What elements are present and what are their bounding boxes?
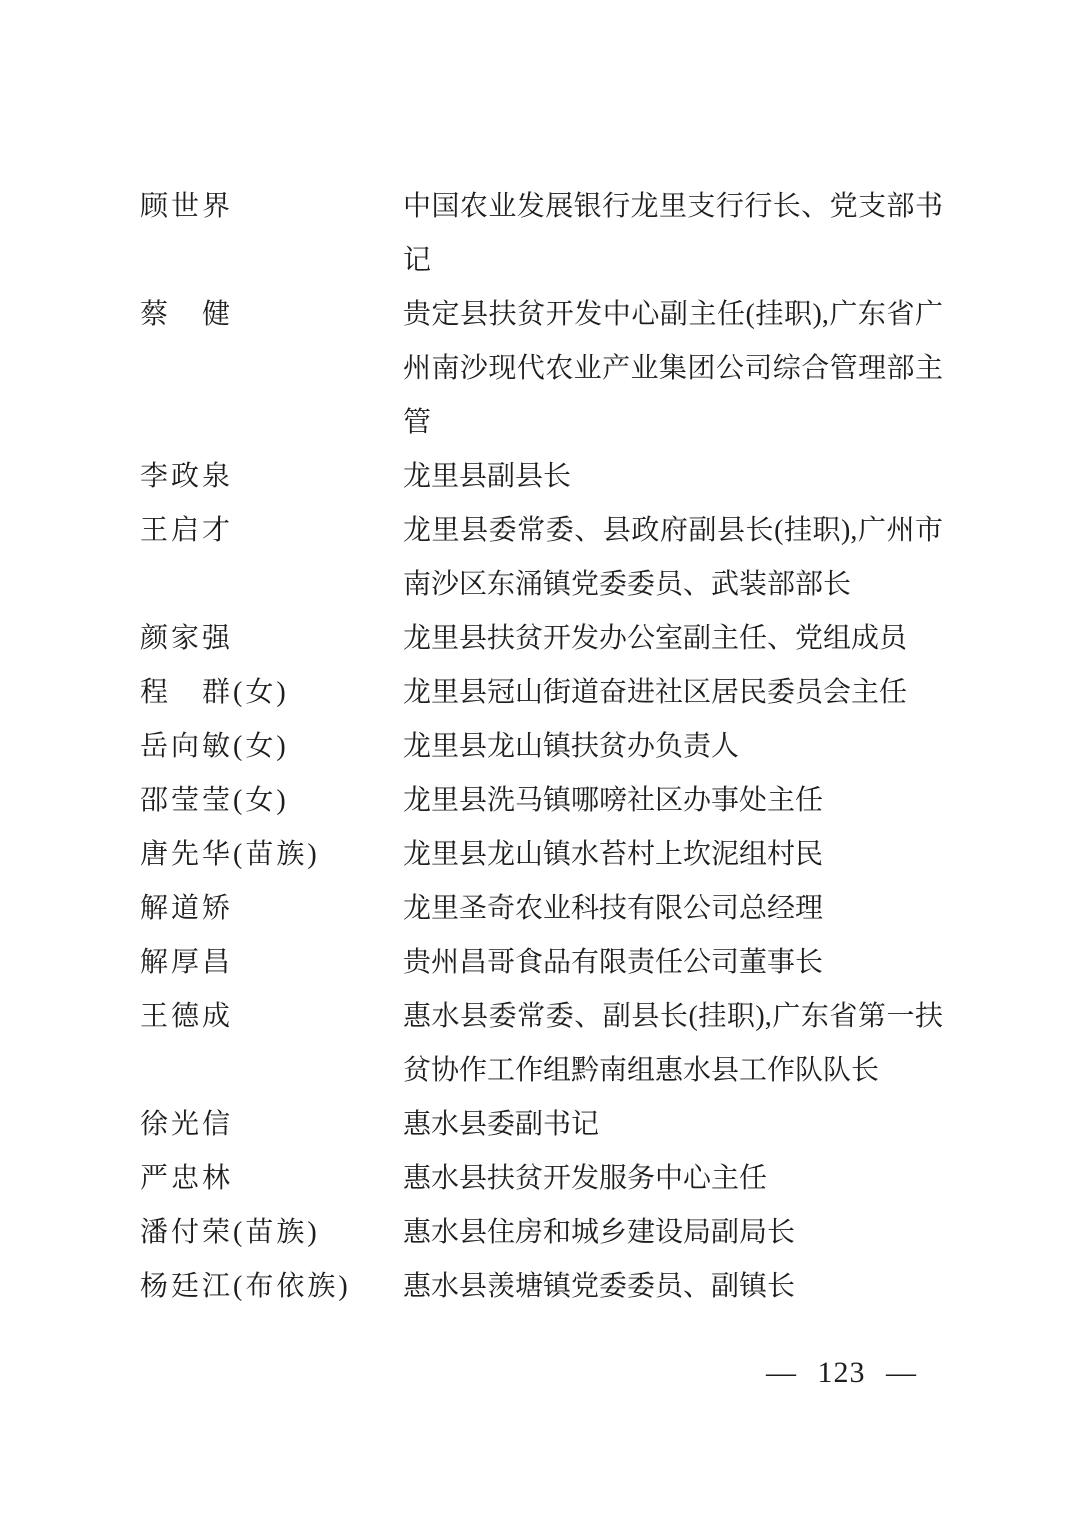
person-name: 王德成 xyxy=(140,1001,234,1032)
person-name: 李政泉 xyxy=(140,461,234,492)
person-name: 顾世界 xyxy=(140,191,234,222)
person-title: 龙里县龙山镇扶贫办负责人 xyxy=(403,731,740,762)
person-name: 王启才 xyxy=(140,515,234,546)
person-title: 龙里县委常委、县政府副县长(挂职),广州市南沙区东涌镇党委委员、武装部部长 xyxy=(403,515,943,600)
person-title: 贵定县扶贫开发中心副主任(挂职),广东省广州南沙现代农业产业集团公司综合管理部主管 xyxy=(403,299,943,438)
person-name: 解道矫 xyxy=(140,893,234,924)
person-title: 惠水县委副书记 xyxy=(403,1109,600,1140)
roster-row xyxy=(140,288,943,450)
roster-list xyxy=(140,180,943,1314)
person-name: 颜家强 xyxy=(140,623,234,654)
person-name: 蔡 健 xyxy=(140,299,234,330)
person-title: 龙里县龙山镇水苔村上坎泥组村民 xyxy=(403,839,824,870)
person-title: 惠水县住房和城乡建设局副局长 xyxy=(403,1217,796,1248)
page-number: — 123 — xyxy=(766,1356,917,1389)
person-name: 解厚昌 xyxy=(140,947,234,978)
person-title: 龙里县冠山街道奋进社区居民委员会主任 xyxy=(403,677,908,708)
roster-row xyxy=(140,720,943,774)
roster-row xyxy=(140,990,943,1098)
person-title: 龙里县洗马镇哪嗙社区办事处主任 xyxy=(403,785,824,816)
person-title: 中国农业发展银行龙里支行行长、党支部书记 xyxy=(403,191,943,276)
person-name: 程 群(女) xyxy=(140,677,289,708)
person-name: 岳向敏(女) xyxy=(140,731,289,762)
person-name: 严忠林 xyxy=(140,1163,234,1194)
person-title: 惠水县委常委、副县长(挂职),广东省第一扶贫协作工作组黔南组惠水县工作队队长 xyxy=(403,1001,943,1086)
person-name: 邵莹莹(女) xyxy=(140,785,289,816)
roster-row xyxy=(140,774,943,828)
person-name: 杨廷江(布依族) xyxy=(140,1271,351,1302)
roster-row xyxy=(140,450,943,504)
roster-row xyxy=(140,1206,943,1260)
roster-row xyxy=(140,882,943,936)
roster-row xyxy=(140,1260,943,1314)
roster-row xyxy=(140,936,943,990)
roster-row xyxy=(140,1098,943,1152)
roster-row xyxy=(140,828,943,882)
roster-row xyxy=(140,504,943,612)
person-title: 惠水县扶贫开发服务中心主任 xyxy=(403,1163,768,1194)
person-title: 龙里县副县长 xyxy=(403,461,572,492)
person-title: 惠水县羡塘镇党委委员、副镇长 xyxy=(403,1271,796,1302)
person-name: 潘付荣(苗族) xyxy=(140,1217,320,1248)
roster-row xyxy=(140,180,943,288)
person-title: 龙里县扶贫开发办公室副主任、党组成员 xyxy=(403,623,908,654)
roster-row xyxy=(140,666,943,720)
person-name: 唐先华(苗族) xyxy=(140,839,320,870)
person-name: 徐光信 xyxy=(140,1109,234,1140)
roster-row xyxy=(140,612,943,666)
roster-row xyxy=(140,1152,943,1206)
person-title: 龙里圣奇农业科技有限公司总经理 xyxy=(403,893,824,924)
person-title: 贵州昌哥食品有限责任公司董事长 xyxy=(403,947,824,978)
